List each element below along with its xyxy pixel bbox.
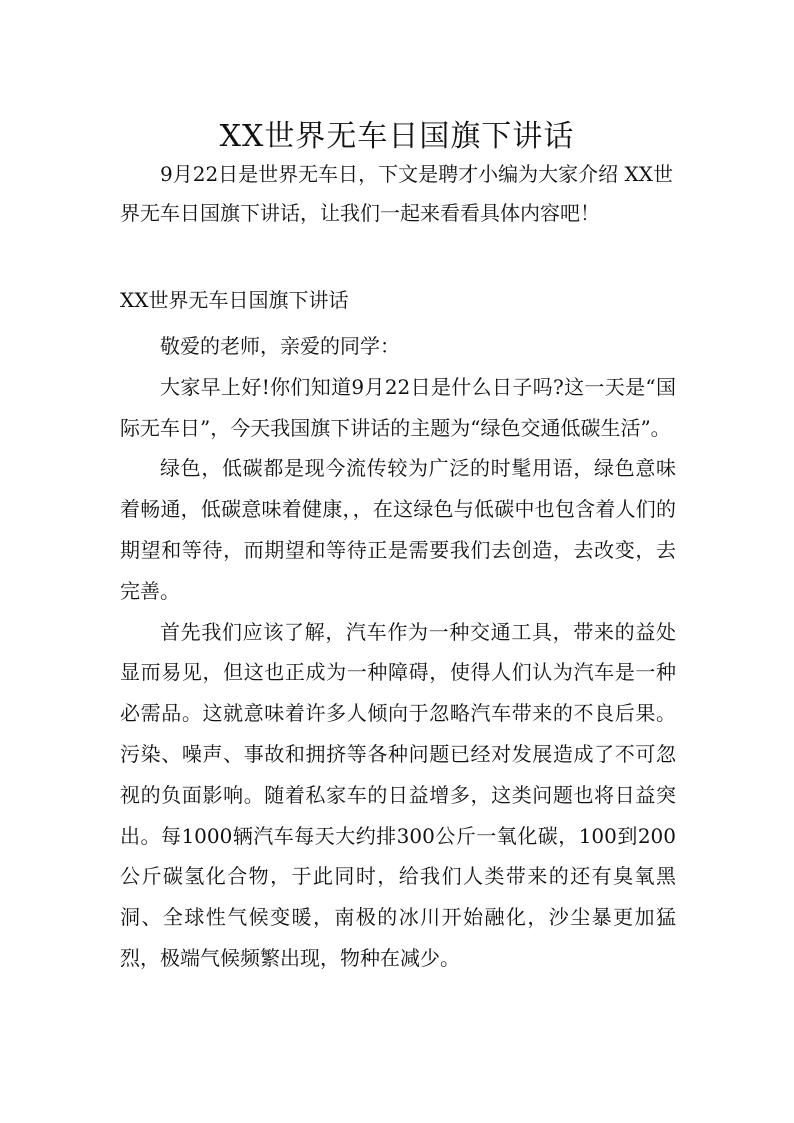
speech-body xyxy=(120,326,676,979)
intro-paragraph: 9月22日是世界无车日，下文是聘才小编为大家介绍 XX世界无车日国旗下讲话，让我们一起来看看具体内容吧！ xyxy=(120,162,674,225)
greeting-paragraph: 敬爱的老师，亲爱的同学： xyxy=(160,334,400,358)
document-title: XX世界无车日国旗下讲话 xyxy=(219,119,575,155)
body-paragraph: 绿色，低碳都是现今流传较为广泛的时髦用语，绿色意味着畅通，低碳意味着健康，，在这绿色与低碳中也包含着人们的期望和等待，而期望和等待正是需要我们去创造，去改变，去完善。 xyxy=(120,456,676,603)
section-heading: XX世界无车日国旗下讲话 xyxy=(120,288,349,312)
body-paragraph: 大家早上好!你们知道9月22日是什么日子吗?这一天是“国际无车日”，今天我国旗下讲话的主题为“绿色交通低碳生活”。 xyxy=(120,374,676,440)
body-paragraph: 首先我们应该了解，汽车作为一种交通工具，带来的益处显而易见，但这也正成为一种障碍，使得人们认为汽车是一种必需品。这就意味着许多人倾向于忽略汽车带来的不良后果。污染、噪声、事故和拥挤等各种问题已经对发展造成了不可忽视的负面影响。随着私家车的日益增多，这类问题也将日益突出。每1000辆汽车每天大约排300公斤一氧化碳，100到200公斤碳氢化合物，于此同时，给我们人类带来的还有臭氧黑洞、全球性气候变暖，南极的冰川开始融化，沙尘暴更加猛烈，极端气候频繁出现，物种在减少。 xyxy=(120,619,676,970)
